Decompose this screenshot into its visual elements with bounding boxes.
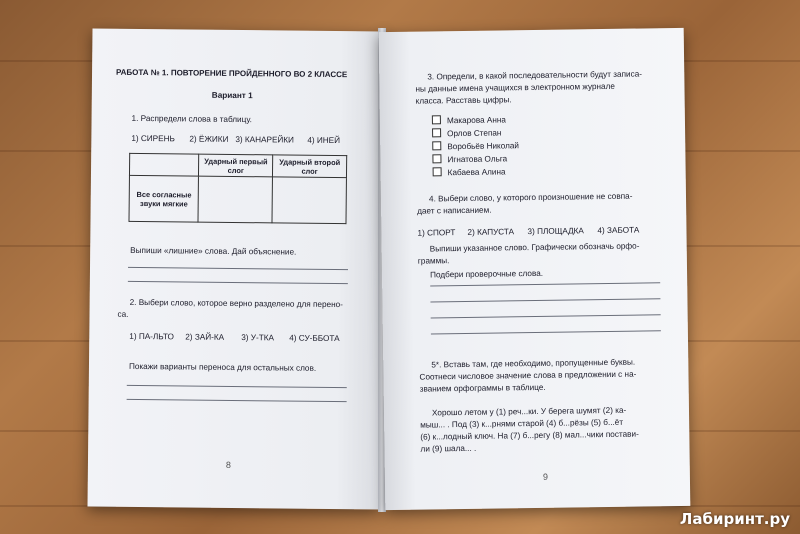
table-cell-first[interactable] — [198, 176, 272, 223]
write-out-text-cont: граммы. — [417, 256, 450, 266]
task4-word-1: 1) СПОРТ — [417, 228, 456, 238]
name-item-3[interactable]: Воробьёв Николай — [432, 140, 519, 153]
task1-word-1: 1) СИРЕНЬ — [131, 133, 175, 144]
page-number: 9 — [542, 471, 548, 482]
table-header-second: Ударный второй слог — [273, 155, 347, 178]
table-header-first: Ударный первый слог — [199, 154, 273, 177]
name-item-4[interactable]: Игнатова Ольга — [432, 153, 507, 166]
task4-text-cont: дает с написанием. — [417, 205, 492, 216]
task1-word-3: 3) КАНАРЕЙКИ — [235, 134, 295, 145]
task1-word-2: 2) ЁЖИКИ — [189, 134, 229, 144]
pick-words-text: Подбери проверочные слова. — [430, 268, 544, 280]
checkbox[interactable] — [432, 128, 441, 137]
exercise-text: мыш... . Под (3) к...рнями старой (4) б...рёзы (5) б...ёт — [420, 417, 624, 430]
hyphen-variants-text: Покажи варианты переноса для остальных слов. — [128, 361, 317, 373]
task4-text: 4. Выбери слово, у которого произношение не совпа- — [428, 191, 633, 204]
exercise-text: (6) к...лодный ключ. На (7) б...регу (8) мал...чики постави- — [420, 429, 639, 442]
task3-text-cont: класса. Расставь цифры. — [415, 95, 512, 106]
left-page — [88, 28, 385, 509]
table-cell-second[interactable] — [272, 177, 346, 224]
task2-text: 2. Выбери слово, которое верно разделено для перено- — [129, 297, 343, 310]
answer-line[interactable] — [127, 385, 347, 388]
exercise-text: Хорошо летом у (1) реч...ки. У берега шумят (2) ка- — [431, 405, 627, 418]
page-title: РАБОТА № 1. ПОВТОРЕНИЕ ПРОЙДЕННОГО ВО 2 КЛАССЕ — [116, 67, 348, 80]
name-item-1[interactable]: Макарова Анна — [432, 114, 506, 127]
answer-line[interactable] — [127, 399, 347, 402]
answer-line[interactable] — [128, 267, 348, 270]
checkbox[interactable] — [432, 115, 441, 124]
answer-line[interactable] — [128, 281, 348, 284]
variant-label: Вариант 1 — [211, 90, 253, 101]
site-watermark: Лабиринт.ру — [679, 510, 790, 528]
answer-line[interactable] — [430, 282, 660, 286]
task5-text: 5*. Вставь там, где необходимо, пропущенные буквы. — [431, 357, 636, 370]
task2-word-2: 2) ЗАЙ-КА — [185, 332, 225, 342]
page-number: 8 — [225, 459, 232, 470]
task4-word-4: 4) ЗАБОТА — [597, 225, 640, 236]
checkbox[interactable] — [433, 167, 442, 176]
extra-words-text: Выпиши «лишние» слова. Дай объяснение. — [130, 245, 297, 257]
task3-text-cont: ны данные имена учащихся в электронном журнале — [415, 81, 615, 94]
task3-text: 3. Определи, в какой последовательности будут запиcа- — [427, 69, 643, 82]
task5-text-cont: Соотнеси числовое значение слова в предложении с на- — [419, 369, 637, 382]
task5-text-cont: званием орфограммы в таблице. — [419, 382, 546, 394]
task2-word-1: 1) ПА-ЛЬТО — [129, 331, 174, 342]
table-row-label: Все согласные звуки мягкие — [129, 175, 199, 222]
task2-word-3: 3) У-ТКА — [241, 333, 275, 343]
exercise-text: ли (9) шала... . — [420, 443, 477, 454]
task2-text-cont: са. — [117, 309, 129, 319]
task1-word-4: 4) ИНЕЙ — [307, 135, 341, 146]
stress-table — [128, 153, 347, 224]
write-out-text: Выпиши указанное слово. Графически обозначь орфо- — [429, 241, 640, 254]
table-corner — [129, 153, 199, 176]
task1-text: 1. Распредели слова в таблицу. — [131, 113, 252, 125]
task4-word-3: 3) ПЛОЩАДКА — [527, 226, 584, 237]
checkbox[interactable] — [432, 154, 441, 163]
name-item-2[interactable]: Орлов Степан — [432, 127, 501, 140]
right-page — [379, 28, 691, 510]
task4-word-2: 2) КАПУСТА — [467, 227, 515, 237]
answer-line[interactable] — [430, 298, 660, 302]
answer-line[interactable] — [431, 314, 661, 318]
name-item-5[interactable]: Кабаева Алина — [433, 166, 506, 179]
answer-line[interactable] — [431, 330, 661, 334]
task2-word-4: 4) СУ-ББОТА — [289, 333, 340, 344]
checkbox[interactable] — [432, 141, 441, 150]
